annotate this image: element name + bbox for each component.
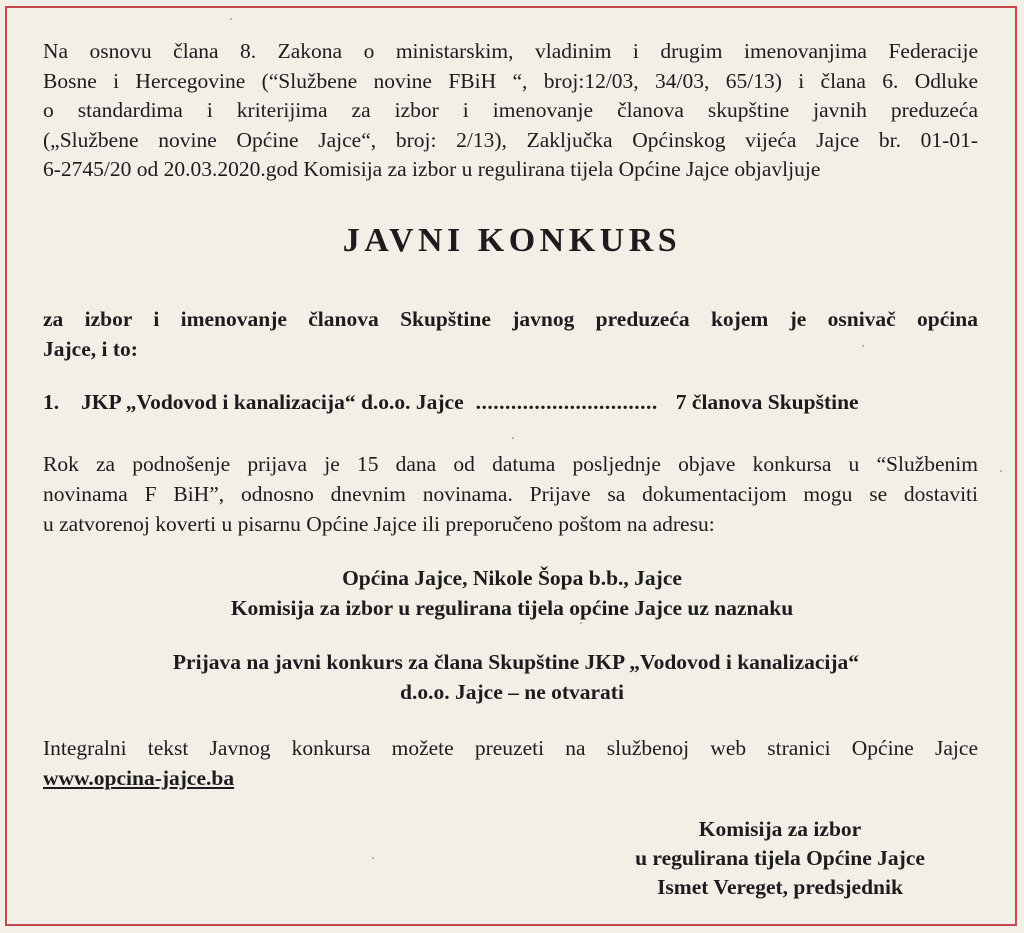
page-title: JAVNI KONKURS (342, 222, 682, 259)
item-member-count: 7 članova Skupštine (675, 390, 859, 414)
notice-line: Prijava na javni konkurs za člana Skupštine JKP „Vodovod i kanalizacija“ (172, 650, 860, 674)
deadline-line: novinama F BiH”, odnosno dnevnim novinama. Prijave sa dokumentacijom mogu se dostaviti (43, 482, 978, 506)
intro-line: Bosne i Hercegovine (“Službene novine FBiH “, broj:12/03, 34/03, 65/13) i člana 6. Odluke (43, 68, 978, 93)
item-company-name: JKP „Vodovod i kanalizacija“ d.o.o. Jajce (81, 390, 464, 414)
deadline-line: Rok za podnošenje prijava je 15 dana od datuma posljednje objave konkursa u “Službenim (43, 452, 978, 476)
address-line: Komisija za izbor u regulirana tijela općine Jajce uz naznaku (230, 596, 794, 620)
item-leader-dots: ............................... (475, 390, 658, 414)
notice-line: d.o.o. Jajce – ne otvarati (400, 680, 624, 704)
signature-line: u regulirana tijela Općine Jajce (635, 846, 925, 870)
signature-block (560, 815, 1000, 902)
signature-line: Ismet Vereget, predsjednik (657, 875, 903, 899)
intro-paragraph (43, 37, 978, 185)
paper-speck (512, 437, 514, 439)
intro-line: 6-2745/20 od 20.03.2020.god Komisija za izbor u regulirana tijela Općine Jajce objavljuje (43, 157, 821, 181)
subtitle-line: za izbor i imenovanje članova Skupštine javnog preduzeća kojem je osnivač općina (43, 307, 978, 331)
paper-speck (1000, 470, 1002, 472)
paper-speck (580, 622, 582, 624)
intro-line: o standardima i kriterijima za izbor i imenovanje članova skupštine javnih preduzeća (43, 98, 978, 122)
address-line: Općina Jajce, Nikole Šopa b.b., Jajce (342, 566, 682, 590)
list-item (43, 390, 978, 415)
subtitle (43, 304, 978, 364)
integral-text-paragraph (43, 733, 978, 793)
subtitle-line: Jajce, i to: (43, 337, 138, 361)
paper-speck (230, 18, 232, 20)
mailing-address (0, 563, 1024, 623)
deadline-paragraph (43, 449, 978, 539)
paper-speck (372, 857, 374, 859)
paper-speck (862, 345, 864, 347)
deadline-line: u zatvorenoj koverti u pisarnu Općine Jajce ili preporučeno poštom na adresu: (43, 512, 715, 536)
website-link[interactable]: www.opcina-jajce.ba (43, 766, 235, 790)
item-number: 1. (43, 390, 60, 414)
integral-text: Integralni tekst Javnog konkursa možete preuzeti na službenoj web stranici Općine Jajce (43, 736, 978, 760)
intro-line: Na osnovu člana 8. Zakona o ministarskim, vladinim i drugim imenovanjima Federacije (43, 39, 978, 63)
envelope-notice (0, 647, 1024, 707)
signature-line: Komisija za izbor (698, 817, 862, 841)
intro-line: („Službene novine Općine Jajce“, broj: 2/13), Zaključka Općinskog vijeća Jajce br. 01-01- (43, 127, 978, 152)
